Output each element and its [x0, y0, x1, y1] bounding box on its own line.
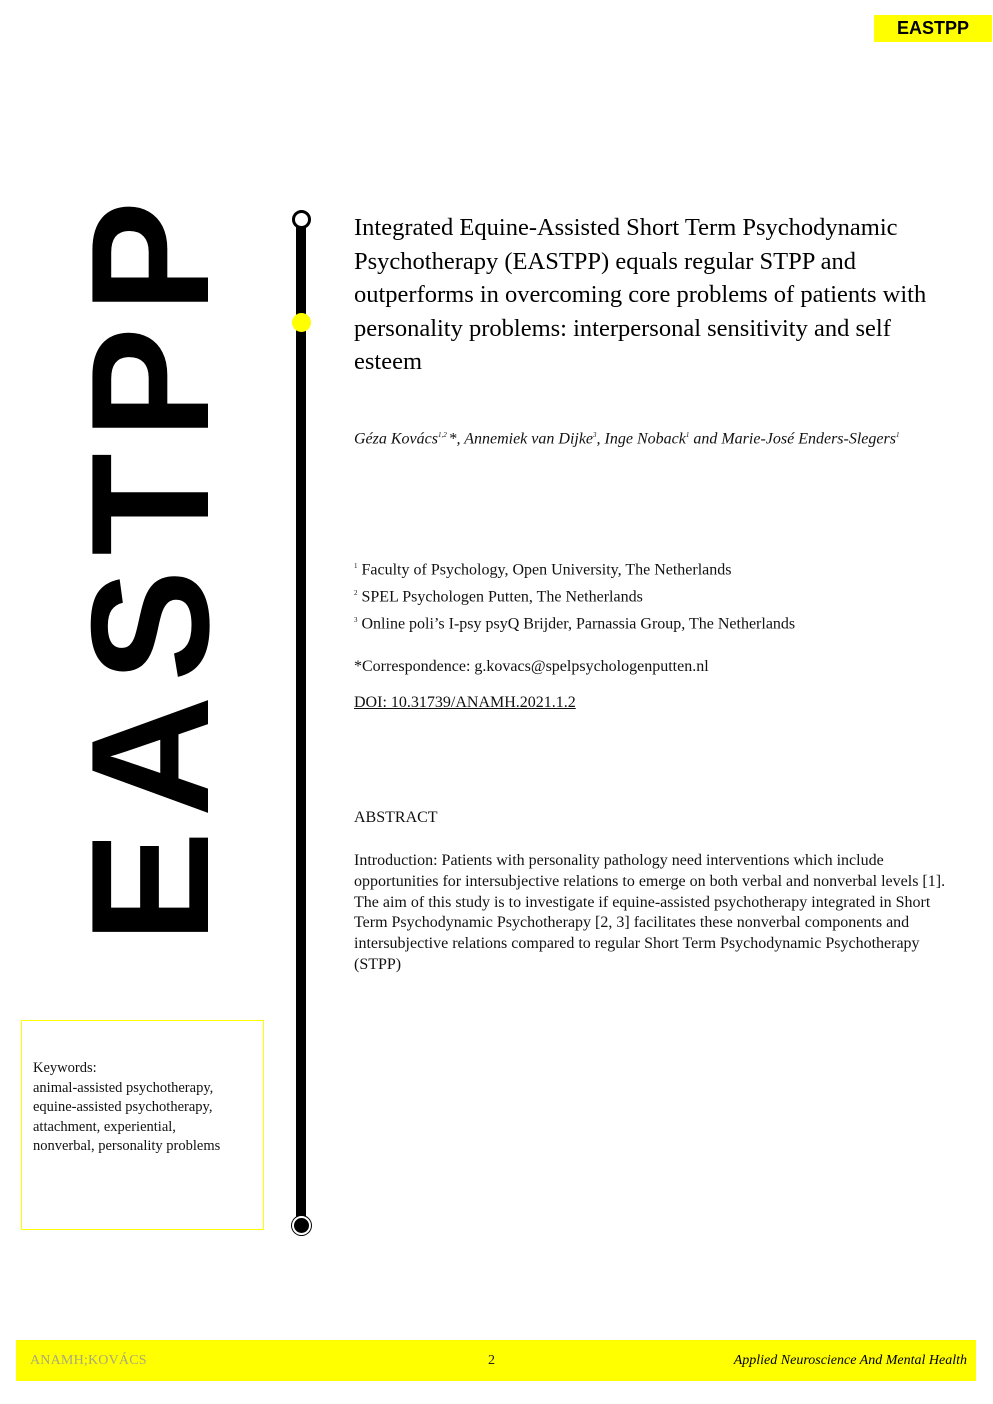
abstract-heading: ABSTRACT: [354, 809, 438, 826]
page-footer: [16, 1340, 976, 1381]
keyword-line: nonverbal, personality problems: [33, 1138, 221, 1154]
abstract-text: Introduction: Patients with personality pathology need interventions which include opportunities for intersubjective relations to emerge on both verbal and nonverbal levels [1]. The aim of this study is to investigate if equine-assisted psychotherapy integrated in Short Term Psychodynamic Psychotherapy [2, 3] facilitates these nonverbal components and intersubjective relations compared to regular Short Term Psychodynamic Psychotherapy (STPP): [354, 852, 946, 973]
keyword-line: attachment, experiential,: [33, 1118, 176, 1135]
timeline-bar: [296, 218, 306, 1226]
author-separator: ,: [596, 430, 605, 448]
affiliation-text: Online poli’s I-psy psyQ Brijder, Parnassia Group, The Netherlands: [357, 614, 796, 632]
affiliation-item: [354, 555, 954, 582]
author-affiliation-mark: 1: [685, 431, 690, 439]
correspondence-line: *Correspondence: g.kovacs@spelpsychologenputten.nl: [354, 658, 709, 675]
author-affiliation-mark: 1,2: [437, 431, 449, 439]
affiliation-item: [354, 609, 954, 636]
affiliation-text: Faculty of Psychology, Open University, The Netherlands: [357, 561, 732, 579]
author-separator: *,: [448, 430, 465, 448]
affiliation-text: SPEL Psychologen Putten, The Netherlands: [357, 588, 643, 606]
doi-link[interactable]: DOI: 10.31739/ANAMH.2021.1.2: [354, 694, 576, 711]
timeline-dot-bottom: [292, 1216, 311, 1235]
keyword-line: equine-assisted psychotherapy,: [33, 1099, 213, 1115]
affiliation-number: 3: [354, 615, 358, 624]
author-affiliation-mark: 1: [895, 431, 900, 439]
affiliation-number: 1: [354, 562, 358, 570]
author-name: Annemiek van Dijke: [464, 430, 594, 448]
affiliation-number: 2: [354, 588, 358, 597]
timeline-dot-accent: [292, 313, 311, 332]
paper-title: Integrated Equine-Assisted Short Term Psychodynamic Psychotherapy (EASTPP) equals regular STPP and outperforms in overcoming core problems of patients with personality problems: interpersonal sensitivity and self esteem: [354, 214, 927, 375]
side-word: EASTPP: [56, 186, 244, 944]
affiliation-list: [354, 555, 954, 635]
author-list: [354, 425, 944, 449]
author-name: Inge Noback: [604, 430, 686, 448]
keyword-line: animal-assisted psychotherapy,: [33, 1079, 214, 1096]
journal-tag: EASTPP: [874, 15, 992, 42]
keywords-label: Keywords:: [33, 1060, 97, 1076]
author-name: Géza Kovács: [354, 430, 438, 448]
footer-running-head: ANAMH;KOVÁCS: [30, 1353, 147, 1368]
author-name: Marie-José Enders-Slegers: [721, 430, 896, 448]
footer-journal-name: Applied Neuroscience And Mental Health: [733, 1353, 967, 1368]
affiliation-item: [354, 582, 954, 609]
author-separator: and: [689, 430, 722, 448]
keywords-block: [33, 1059, 261, 1157]
footer-page-number: 2: [488, 1353, 495, 1368]
timeline-dot-top: [292, 210, 311, 229]
author-affiliation-mark: 3: [593, 431, 597, 439]
